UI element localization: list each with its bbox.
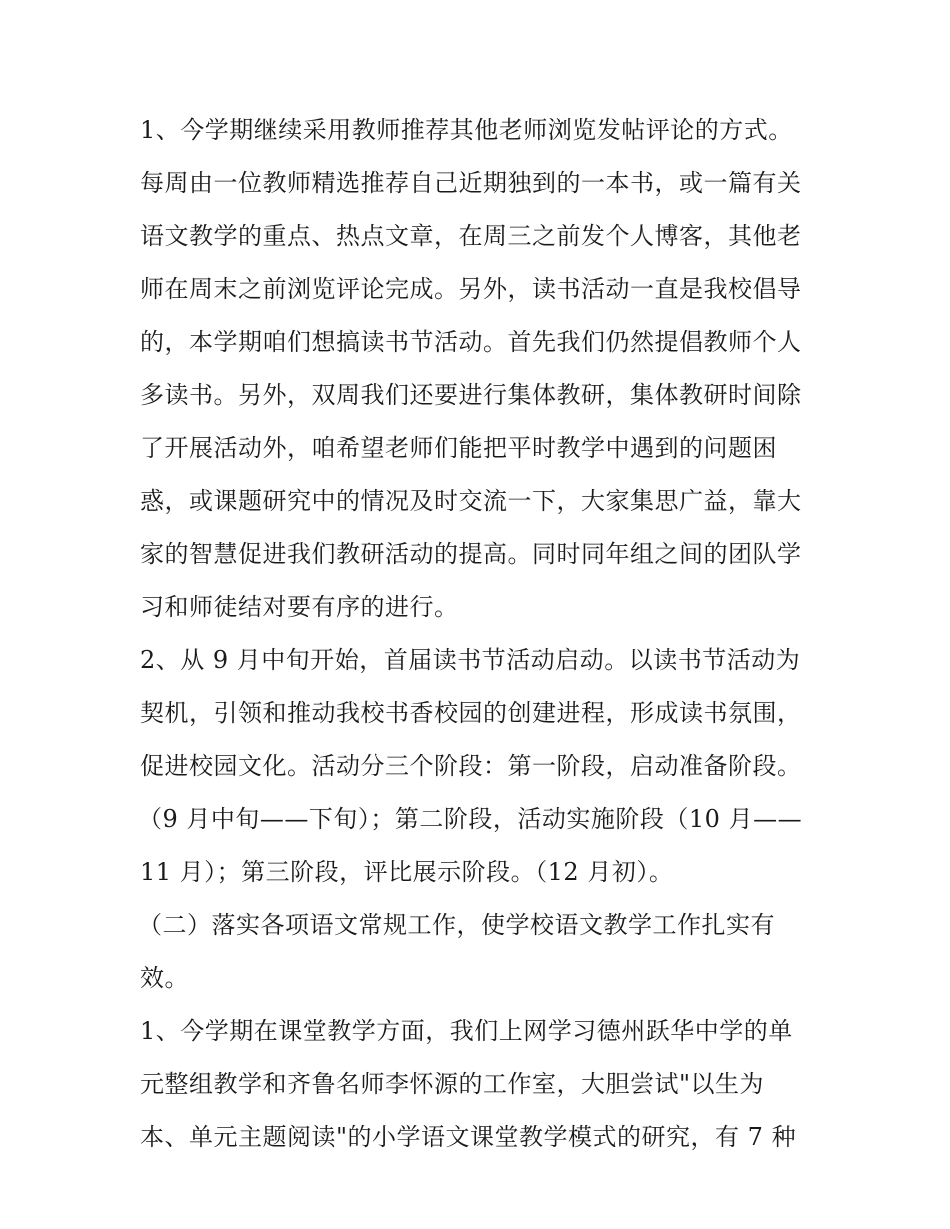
- text-line: 师在周末之前浏览评论完成。另外，读书活动一直是我校倡导: [140, 275, 802, 303]
- text-line: （9 月中旬——下旬）；第二阶段，活动实施阶段（10 月——: [138, 805, 803, 833]
- text-line: 效。: [140, 964, 189, 992]
- text-line: 惑，或课题研究中的情况及时交流一下，大家集思广益，靠大: [140, 487, 802, 515]
- text-line: 11 月）；第三阶段，评比展示阶段。（12 月初）。: [140, 858, 674, 886]
- text-line: （二）落实各项语文常规工作，使学校语文教学工作扎实有: [138, 911, 775, 939]
- text-line: 本、单元主题阅读"的小学语文课堂教学模式的研究，有 7 种: [140, 1123, 797, 1151]
- text-line: 促进校园文化。活动分三个阶段：第一阶段，启动准备阶段。: [140, 752, 802, 780]
- text-line: 元整组教学和齐鲁名师李怀源的工作室，大胆尝试"以生为: [140, 1070, 765, 1098]
- text-line: 1、今学期在课堂教学方面，我们上网学习德州跃华中学的单: [140, 1017, 793, 1045]
- text-line: 契机，引领和推动我校书香校园的创建进程，形成读书氛围，: [140, 699, 802, 727]
- text-line: 家的智慧促进我们教研活动的提高。同时同年组之间的团队学: [140, 540, 802, 568]
- text-line: 多读书。另外，双周我们还要进行集体教研，集体教研时间除: [140, 381, 802, 409]
- text-line: 2、从 9 月中旬开始，首届读书节活动启动。以读书节活动为: [140, 646, 801, 674]
- text-line: 每周由一位教师精选推荐自己近期独到的一本书，或一篇有关: [140, 169, 802, 197]
- text-line: 了开展活动外，咱希望老师们能把平时教学中遇到的问题困: [140, 434, 777, 462]
- text-line: 习和师徒结对要有序的进行。: [140, 593, 459, 621]
- text-line: 语文教学的重点、热点文章，在周三之前发个人博客，其他老: [140, 222, 802, 250]
- text-line: 1、今学期继续采用教师推荐其他老师浏览发帖评论的方式。: [140, 116, 793, 144]
- text-line: 的，本学期咱们想搞读书节活动。首先我们仍然提倡教师个人: [140, 328, 802, 356]
